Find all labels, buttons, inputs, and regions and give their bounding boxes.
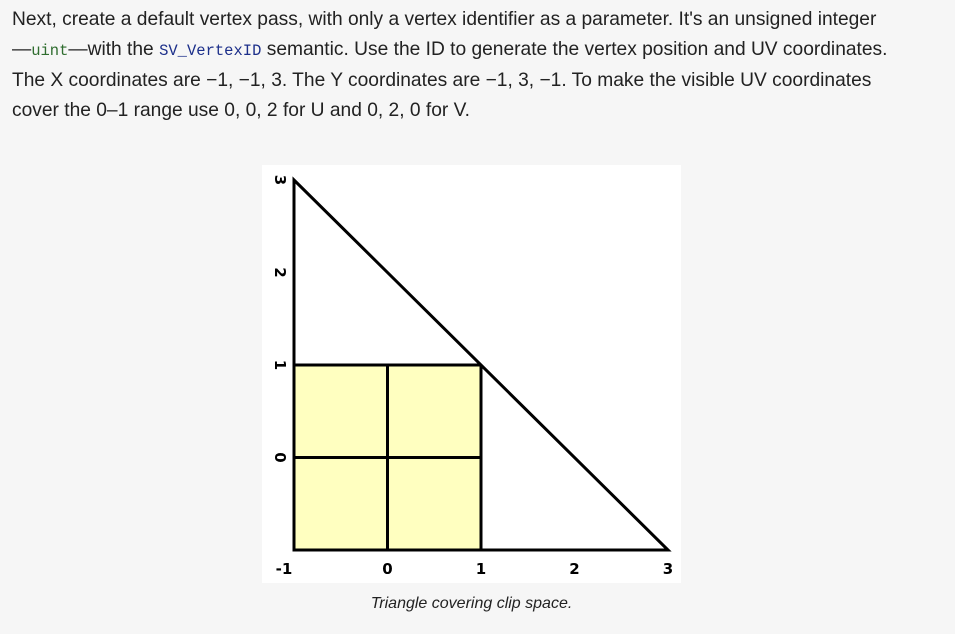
paragraph-text: —with the	[68, 39, 160, 60]
y-tick-labels	[271, 175, 289, 463]
paragraph-line-4: cover the 0–1 range use 0, 0, 2 for U and 0, 2, 0 for V.	[12, 100, 470, 121]
figure-caption: Triangle covering clip space.	[370, 595, 573, 612]
triangle-diagram	[262, 165, 681, 583]
paragraph-text: semantic. Use the ID to generate the vertex position and UV coordinates.	[261, 39, 888, 60]
sv-vertexid-code: SV_VertexID	[159, 42, 262, 60]
x-tick-label: 1	[475, 560, 487, 578]
y-tick-label: 2	[271, 267, 289, 278]
x-tick-label: -1	[275, 560, 293, 578]
x-tick-label: 3	[662, 560, 674, 578]
y-tick-label: 1	[271, 359, 289, 371]
paragraph-line-3: The X coordinates are −1, −1, 3. The Y coordinates are −1, 3, −1. To make the visible UV coordinates	[12, 70, 872, 91]
paragraph-line-2	[12, 35, 942, 66]
uint-code: uint	[31, 42, 69, 60]
y-tick-label: 0	[271, 452, 289, 463]
x-tick-label: 0	[382, 560, 393, 578]
paragraph-line-1: Next, create a default vertex pass, with only a vertex identifier as a parameter. It's an unsigned integer	[12, 9, 877, 30]
triangle-figure	[262, 165, 681, 583]
x-tick-label: 2	[569, 560, 580, 578]
x-tick-labels	[276, 560, 674, 578]
body-paragraph	[12, 5, 942, 126]
y-tick-label: 3	[271, 174, 289, 186]
em-dash: —	[12, 39, 32, 60]
